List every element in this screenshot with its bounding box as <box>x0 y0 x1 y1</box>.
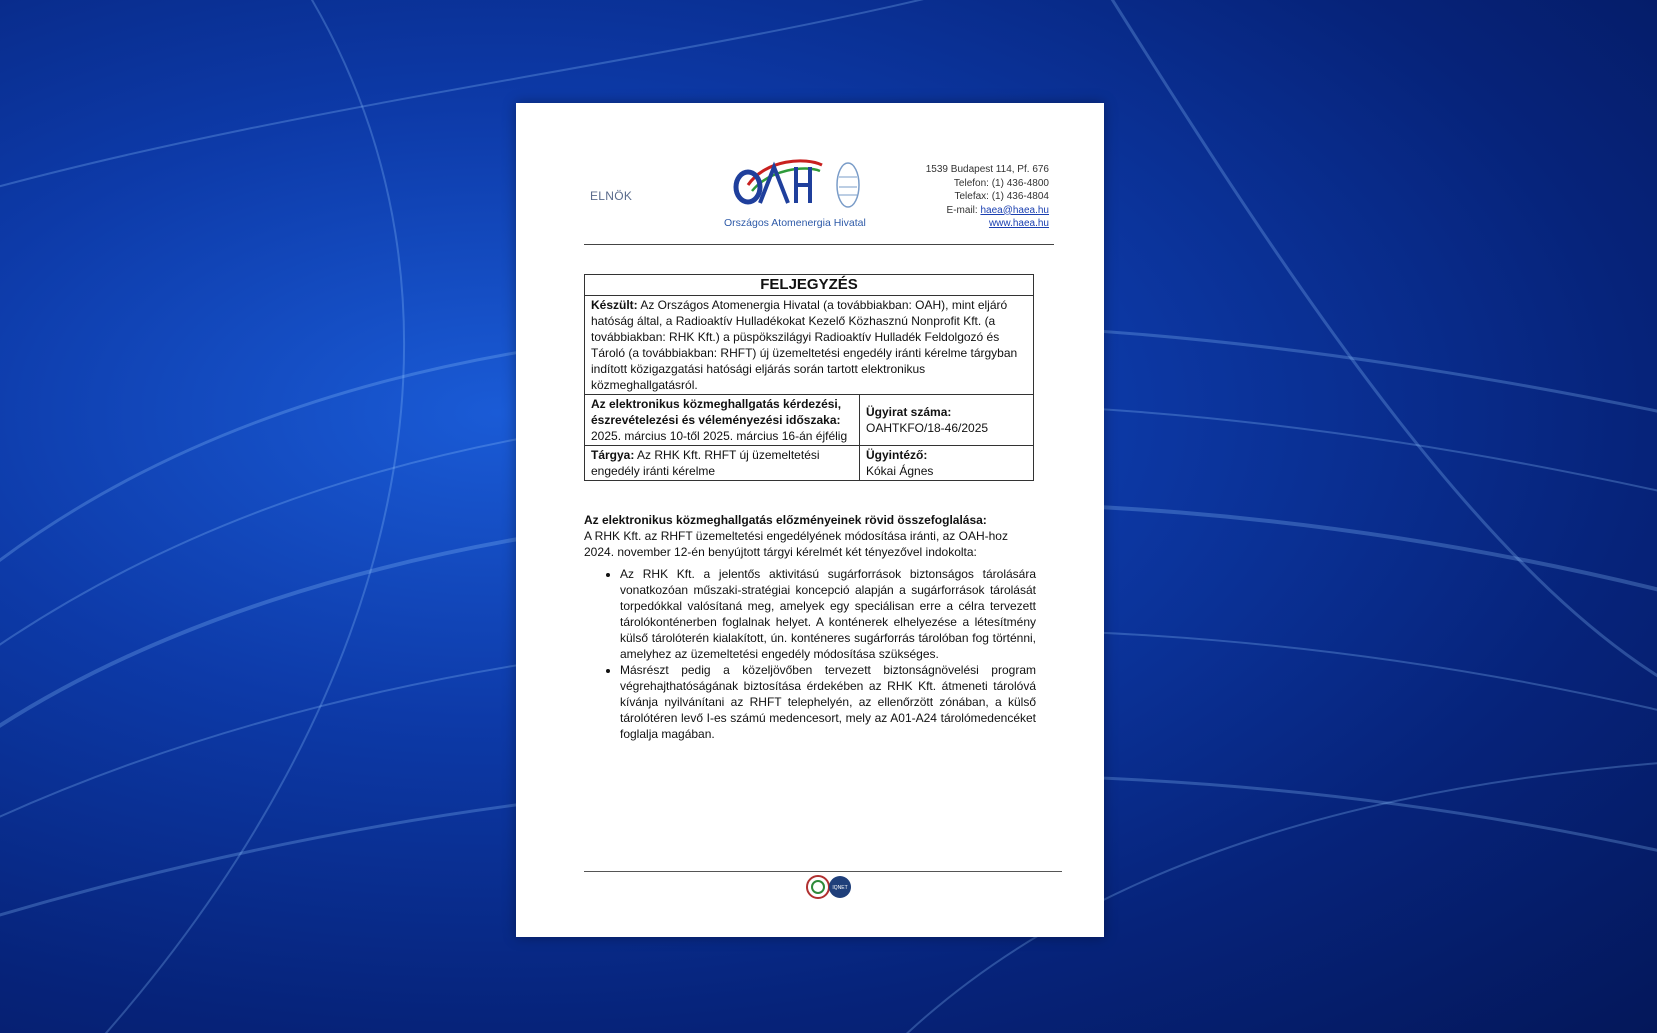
certification-logos-icon <box>798 873 858 913</box>
memo-table <box>584 274 1034 481</box>
list-item: • Másrészt pedig a közeljövőben tervezett biztonságnövelési program végrehajthatóságának biztosítása érdekében az RHK Kft. átmeneti tárolóvá kívánja nyilvánítani az RHFT telephelyén, az ellenőrzött zónában, a külső tárolótéren levő I-es számú medencesort, mely az A01-A24 tárolómedencéket foglalja magában. <box>620 662 1036 742</box>
subject-value: Az RHK Kft. RHFT új üzemeltetési engedély iránti kérelme <box>591 448 820 478</box>
summary-bullet-list <box>584 566 1036 742</box>
period-label: Az elektronikus közmeghallgatás kérdezési, észrevételezési és véleményezési időszaka: <box>591 397 842 427</box>
fax-line: Telefax: (1) 436-4804 <box>954 191 1049 202</box>
subject-label: Tárgya: <box>591 448 635 462</box>
officer-cell <box>860 446 1034 481</box>
header-divider <box>584 244 1054 245</box>
list-item: • Az RHK Kft. a jelentős aktivitású sugárforrások biztonságos tárolására vonatkozóan műszaki-stratégiai koncepció alapján a sugárforrások tárolását torpedókkal valósítaná meg, amelyek egy speciálisan erre a célra tervezett tárolókonténerben foglalnak helyet. A konténerek elhelyezése a létesítmény külső tárolóterén kialakított, ún. konténeres sugárforrás tárolóban fog történni, amelyhez az üzemeltetési engedély módosítása szükséges. <box>620 566 1036 662</box>
officer-value: Kókai Ágnes <box>866 464 934 478</box>
header-elnok-label: ELNÖK <box>590 189 633 203</box>
footer-divider <box>584 871 1062 872</box>
memo-prepared-cell <box>585 296 1034 395</box>
officer-label: Ügyintéző: <box>866 448 928 462</box>
website-link[interactable]: www.haea.hu <box>988 218 1049 229</box>
phone-line: Telefon: (1) 436-4800 <box>953 177 1049 189</box>
case-number-cell <box>860 395 1034 446</box>
case-number-value: OAHTKFO/18-46/2025 <box>866 421 989 435</box>
address-line: 1539 Budapest 114, Pf. 676 <box>925 164 1049 175</box>
email-line <box>926 204 1049 218</box>
summary-section <box>584 512 1036 742</box>
contact-block <box>926 163 1049 231</box>
period-value: 2025. március 10-től 2025. március 16-án éjfélig <box>591 429 848 443</box>
iqnet-label: IQNET <box>832 885 848 891</box>
memo-title: FELJEGYZÉS <box>585 275 1034 296</box>
prepared-label: Készült: <box>591 298 638 312</box>
email-link[interactable]: haea@haea.hu <box>980 204 1049 216</box>
subject-cell <box>585 446 860 481</box>
email-label: E-mail: <box>946 204 981 216</box>
period-cell <box>585 395 860 446</box>
prepared-text: Az Országos Atomenergia Hivatal (a továbbiakban: OAH), mint eljáró hatóság által, a Radioaktív Hulladékokat Kezelő Közhasznú Nonprofit Kft. (a továbbiakban: RHK Kft.) a püspökszilágyi Radioaktív Hulladék Feldolgozó és Tároló (a továbbiakban: RHFT) új üzemeltetési engedély iránti kérelme tárgyban indított közigazgatási hatósági eljárás során tartott elektronikus közmeghallgatásról. <box>591 298 1018 392</box>
summary-intro: A RHK Kft. az RHFT üzemeltetési engedélyének módosítása iránti, az OAH-hoz 2024. november 12-én benyújtott tárgyi kérelmét két tényezővel indokolta: <box>584 529 1008 559</box>
summary-heading: Az elektronikus közmeghallgatás előzményeinek rövid összefoglalása: <box>584 513 987 527</box>
document-page <box>516 103 1104 937</box>
logo-caption: Országos Atomenergia Hivatal <box>724 217 866 229</box>
case-number-label: Ügyirat száma: <box>866 405 952 419</box>
